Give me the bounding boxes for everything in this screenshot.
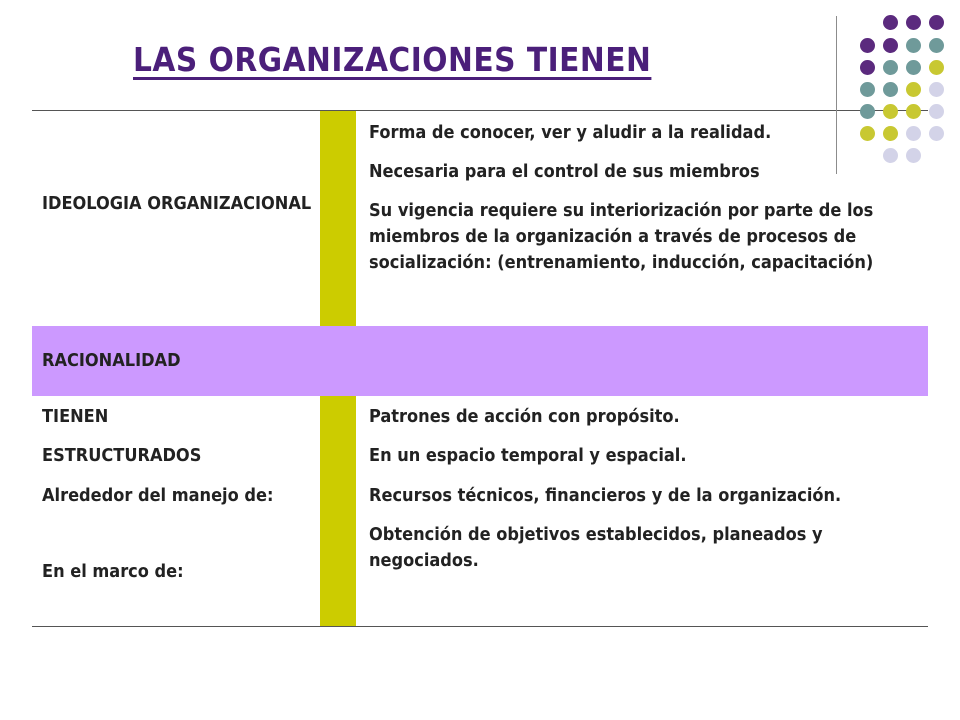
row1-item-2: Necesaria para el control de sus miembros <box>369 161 760 182</box>
row2-label: RACIONALIDAD <box>42 350 181 371</box>
decorative-dot <box>883 82 898 97</box>
row3-item-4: Obtención de objetivos establecidos, planeados y negociados. <box>369 524 823 571</box>
decorative-dot <box>883 60 898 75</box>
content-table <box>32 111 928 627</box>
decorative-dot <box>906 60 921 75</box>
decorative-dot <box>860 38 875 53</box>
decorative-dot <box>906 15 921 30</box>
decorative-dot <box>860 60 875 75</box>
row3-label-1: TIENEN <box>42 406 109 427</box>
row1-item-3: Su vigencia requiere su interiorización por parte de los miembros de la organización a través de procesos de socialización: (entrenamiento, inducción, capacitación) <box>369 200 874 273</box>
decorative-dot <box>860 82 875 97</box>
row3-item-3: Recursos técnicos, financieros y de la organización. <box>369 485 842 506</box>
decorative-dot <box>929 126 944 141</box>
decorative-dot <box>929 104 944 119</box>
accent-bar-bottom <box>320 396 356 627</box>
row3-label-2: ESTRUCTURADOS <box>42 445 202 466</box>
row1-label: IDEOLOGIA ORGANIZACIONAL <box>42 193 312 214</box>
row3-label-4: En el marco de: <box>42 561 184 582</box>
decorative-dot <box>906 82 921 97</box>
decorative-dot <box>929 15 944 30</box>
row3-item-1: Patrones de acción con propósito. <box>369 406 680 427</box>
decorative-dot <box>906 38 921 53</box>
decorative-dot <box>883 38 898 53</box>
table-bottom-rule <box>32 626 928 627</box>
decorative-dot <box>929 82 944 97</box>
accent-bar-top <box>320 111 356 326</box>
row1-item-1: Forma de conocer, ver y aludir a la realidad. <box>369 122 772 143</box>
decorative-dot <box>883 15 898 30</box>
decorative-dot <box>929 38 944 53</box>
row3-item-2: En un espacio temporal y espacial. <box>369 445 687 466</box>
row3-label-3: Alrededor del manejo de: <box>42 485 274 506</box>
slide-title: LAS ORGANIZACIONES TIENEN <box>133 40 652 79</box>
decorative-dot <box>929 60 944 75</box>
